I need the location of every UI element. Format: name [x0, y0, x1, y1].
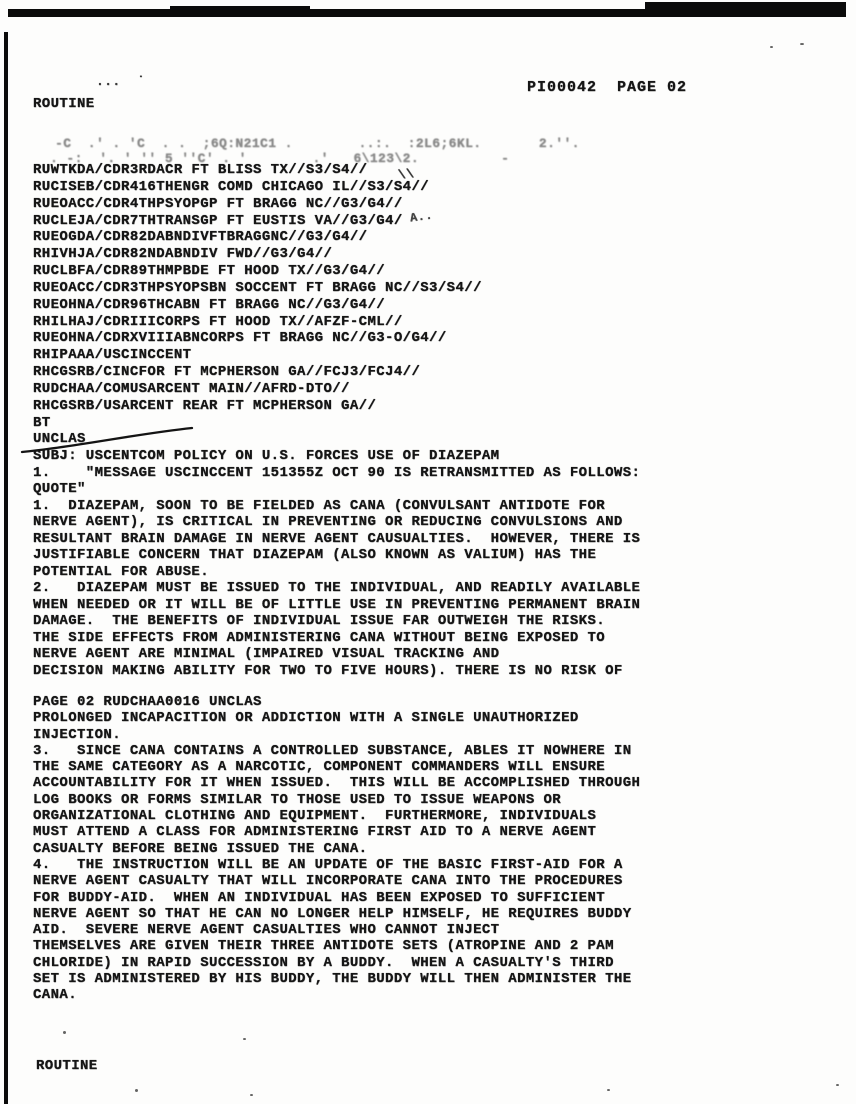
text-line: CHLORIDE) IN RAPID SUCCESSION BY A BUDDY. WHEN A CASUALTY'S THIRD [33, 954, 614, 971]
text-line: BT [33, 414, 51, 431]
scan-speckle [800, 43, 804, 45]
text-line: RHCGSRB/USARCENT REAR FT MCPHERSON GA// [33, 397, 377, 414]
text-line: QUOTE" [33, 481, 86, 497]
page-header-id: PI00042 PAGE 02 [527, 79, 688, 96]
text-line: RHIVHJA/CDR82NDABNDIV FWD//G3/G4// [33, 246, 333, 263]
text-line: RUCLBFA/CDR89THMPBDE FT HOOD TX//G3/G4// [33, 263, 386, 280]
garbled-scan-line: . -: '. ' '' 5 ''C' . ' .' 6\123\2. - [50, 151, 510, 166]
text-line: 1. "MESSAGE USCINCCENT 151355Z OCT 90 IS RETRANSMITTED AS FOLLOWS: [33, 464, 641, 481]
text-line: DAMAGE. THE BENEFITS OF INDIVIDUAL ISSUE FAR OUTWEIGH THE RISKS. [33, 613, 606, 629]
garbled-scan-line: -C .' . 'C . . ;6Q:N21C1 . ..:. :2L6;6KL. 2.''. [55, 136, 580, 151]
text-line: THEMSELVES ARE GIVEN THEIR THREE ANTIDOTE SETS (ATROPINE AND 2 PAM [33, 938, 614, 955]
scan-speckle [770, 46, 773, 48]
text-line: DECISION MAKING ABILITY FOR TWO TO FIVE HOURS). THERE IS NO RISK OF [33, 662, 623, 679]
text-line: RUCISEB/CDR416THENGR COMD CHICAGO IL//S3/S4// [33, 178, 430, 195]
text-line: PAGE 02 RUDCHAA0016 UNCLAS [33, 694, 262, 710]
text-line: RUWTKDA/CDR3RDACR FT BLISS TX//S3/S4// [33, 162, 368, 178]
text-line: INJECTION. [33, 726, 122, 743]
text-line: NERVE AGENT), IS CRITICAL IN PREVENTING OR REDUCING CONVULSIONS AND [33, 514, 623, 530]
text-line: 3. SINCE CANA CONTAINS A CONTROLLED SUBSTANCE, ABLES IT NOWHERE IN [33, 742, 632, 759]
text-line: RESULTANT BRAIN DAMAGE IN NERVE AGENT CAUSUALTIES. HOWEVER, THERE IS [33, 530, 641, 547]
pen-mark: \\ [397, 166, 416, 183]
scan-speckle [250, 1094, 253, 1096]
routing-address-list [33, 162, 482, 432]
scan-edge-left [4, 32, 8, 1104]
text-line: AID. SEVERE NERVE AGENT CASUALTIES WHO CANNOT INJECT [33, 922, 500, 939]
scan-speckle [63, 1031, 66, 1034]
text-line: PROLONGED INCAPACITION OR ADDICTION WITH A SINGLE UNAUTHORIZED [33, 710, 579, 727]
text-line: 2. DIAZEPAM MUST BE ISSUED TO THE INDIVIDUAL, AND READILY AVAILABLE [33, 580, 641, 596]
text-line: SUBJ: USCENTCOM POLICY ON U.S. FORCES USE OF DIAZEPAM [33, 448, 500, 464]
text-line: THE SIDE EFFECTS FROM ADMINISTERING CANA WITHOUT BEING EXPOSED TO [33, 629, 606, 646]
text-line: JUSTIFIABLE CONCERN THAT DIAZEPAM (ALSO KNOWN AS VALIUM) HAS THE [33, 547, 597, 563]
text-line: RHIPAAA/USCINCCENT [33, 347, 192, 364]
text-line: 1. DIAZEPAM, SOON TO BE FIELDED AS CANA (CONVULSANT ANTIDOTE FOR [33, 497, 606, 514]
text-line: NERVE AGENT SO THAT HE CAN NO LONGER HELP HIMSELF, HE REQUIRES BUDDY [33, 905, 632, 922]
scan-speckle [243, 1038, 246, 1040]
pen-mark: A.. [409, 208, 434, 226]
message-body-page1 [33, 448, 640, 679]
text-line: RUDCHAA/COMUSARCENT MAIN//AFRD-DTO// [33, 380, 350, 397]
text-line: RUEOHNA/CDRXVIIIABNCORPS FT BRAGG NC//G3-O/G4// [33, 330, 447, 347]
message-body-page2 [33, 694, 640, 1004]
precedence-bottom: ROUTINE [36, 1058, 98, 1074]
scan-speckle [836, 1084, 839, 1086]
text-line: LOG BOOKS OR FORMS SIMILAR TO THOSE USED TO ISSUE WEAPONS OR [33, 791, 562, 808]
text-line: WHEN NEEDED OR IT WILL BE OF LITTLE USE IN PREVENTING PERMANENT BRAIN [33, 596, 641, 613]
text-line: RHILHAJ/CDRIIICORPS FT HOOD TX//AFZF-CML// [33, 313, 403, 330]
text-line: NERVE AGENT ARE MINIMAL (IMPAIRED VISUAL TRACKING AND [33, 646, 500, 662]
scan-edge-top [645, 2, 846, 11]
text-line: FOR BUDDY-AID. WHEN AN INDIVIDUAL HAS BEEN EXPOSED TO SUFFICIENT [33, 889, 606, 906]
text-line: RHCGSRB/CINCFOR FT MCPHERSON GA//FCJ3/FCJ4// [33, 364, 421, 381]
text-line: CASUALTY BEFORE BEING ISSUED THE CANA. [33, 840, 368, 857]
classification-label: UNCLAS [33, 431, 86, 447]
text-line: 4. THE INSTRUCTION WILL BE AN UPDATE OF THE BASIC FIRST-AID FOR A [33, 856, 623, 873]
precedence-top: ROUTINE [33, 96, 95, 112]
text-line: MUST ATTEND A CLASS FOR ADMINISTERING FIRST AID TO A NERVE AGENT [33, 824, 597, 841]
scan-speckle [135, 1089, 138, 1092]
scan-speckle [607, 1089, 610, 1091]
scan-edge-top [170, 6, 310, 10]
text-line: RUEOACC/CDR3THPSYOPSBN SOCCENT FT BRAGG NC//S3/S4// [33, 279, 482, 296]
smudge-mark: ... ˙ [96, 74, 146, 89]
text-line: THE SAME CATEGORY AS A NARCOTIC, COMPONENT COMMANDERS WILL ENSURE [33, 759, 606, 776]
text-line: POTENTIAL FOR ABUSE. [33, 563, 210, 580]
text-line: ORGANIZATIONAL CLOTHING AND EQUIPMENT. FURTHERMORE, INDIVIDUALS [33, 808, 597, 825]
text-line: RUEOGDA/CDR82DABNDIVFTBRAGGNC//G3/G4// [33, 229, 368, 246]
text-line: CANA. [33, 987, 78, 1004]
text-line: ACCOUNTABILITY FOR IT WHEN ISSUED. THIS WILL BE ACCOMPLISHED THROUGH [33, 775, 641, 792]
text-line: SET IS ADMINISTERED BY HIS BUDDY, THE BUDDY WILL THEN ADMINISTER THE [33, 971, 632, 988]
text-line: NERVE AGENT CASUALTY THAT WILL INCORPORATE CANA INTO THE PROCEDURES [33, 873, 623, 890]
text-line: RUEOACC/CDR4THPSYOPGP FT BRAGG NC//G3/G4// [33, 195, 403, 212]
text-line: RUCLEJA/CDR7THTRANSGP FT EUSTIS VA//G3/G4/ [33, 212, 403, 229]
text-line: RUEOHNA/CDR96THCABN FT BRAGG NC//G3/G4// [33, 296, 386, 313]
